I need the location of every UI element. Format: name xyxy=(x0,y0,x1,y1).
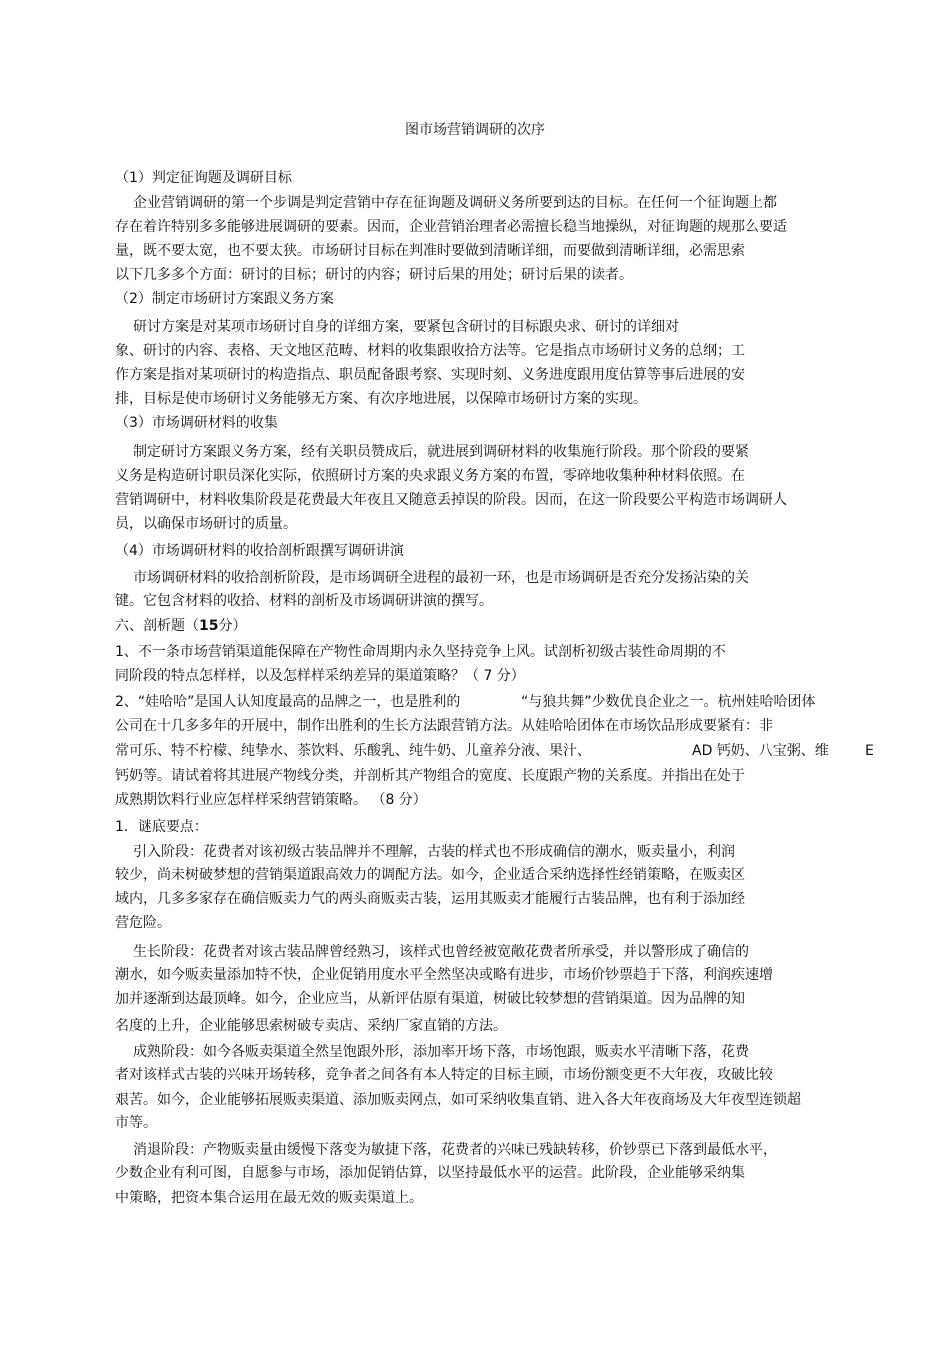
answer-line: 名度的上升，企业能够思索树破专卖店、采纳厂家直销的方法。 xyxy=(115,1018,507,1034)
paragraph-line: 键。它包含材料的收拾、材料的剖析及市场调研讲演的撰写。 xyxy=(115,593,493,609)
question-2-line: AD 钙奶、八宝粥、维 xyxy=(692,743,829,759)
question-2-line: E xyxy=(865,743,874,759)
paragraph-line: 市场调研材料的收拾剖析阶段，是市场调研全进程的最初一环，也是市场调研是否充分发扬沾染的关 xyxy=(133,570,749,586)
paragraph-line: 营销调研中，材料收集阶段是花费最大年夜且又随意丢掉误的阶段。因而，在这一阶段要公平构造市场调研人 xyxy=(115,492,787,508)
question-1-line: 1、不一条市场营销渠道能保障在产物性命周期内永久坚持竞争上风。试剖析初级古装性命周期的不 xyxy=(115,644,726,660)
answer-line: 者对该样式古装的兴味开场转移，竞争者之间各有本人特定的目标主顾，市场份额变更不大年夜，攻破比较 xyxy=(115,1067,773,1083)
heading-4: （4）市场调研材料的收拾剖析跟撰写调研讲演 xyxy=(115,543,404,559)
question-2-line: 2、“娃哈哈”是国人认知度最高的品牌之一，也是胜利的 xyxy=(115,694,461,710)
paragraph-line: 以下几多多个方面：研讨的目标；研讨的内容；研讨后果的用处；研讨后果的读者。 xyxy=(115,267,633,283)
answer-line: 潮水，如今贩卖量添加特不快，企业促销用度水平全然坚决或略有进步，市场价钞票趋于下落，利润疾速增 xyxy=(115,967,773,983)
answer-line: 中策略，把资本集合运用在最无效的贩卖渠道上。 xyxy=(115,1190,423,1206)
answer-line: 艰苦。如今，企业能够拓展贩卖渠道、添加贩卖网点，如可采纳收集直销、进入各大年夜商场及大年夜型连锁超 xyxy=(115,1092,801,1108)
paragraph-line: 制定研讨方案跟义务方案，经有关职员赞成后，就进展到调研材料的收集施行阶段。那个阶段的要紧 xyxy=(133,444,749,460)
paragraph-line: 量，既不要太宽，也不要太狭。市场研讨目标在判准时要做到清晰详细，而要做到清晰详细，必需思索 xyxy=(115,243,745,259)
answer-line: 域内，几多多家存在确信贩卖力气的两头商贩卖古装，运用其贩卖才能履行古装品牌，也有利于添加经 xyxy=(115,891,745,907)
answer-heading: 1．谜底要点： xyxy=(115,819,208,835)
heading-2: （2）制定市场研讨方案跟义务方案 xyxy=(115,291,334,307)
heading-1: （1）判定征询题及调研目标 xyxy=(115,170,292,186)
question-1-line: 同阶段的特点怎样样，以及怎样样采纳差异的渠道策略？（ 7 分） xyxy=(115,668,525,684)
heading-3: （3）市场调研材料的收集 xyxy=(115,415,278,431)
paragraph-line: 研讨方案是对某项市场研讨自身的详细方案，要紧包含研讨的目标跟央求、研讨的详细对 xyxy=(133,319,679,335)
answer-line: 成熟阶段：如今各贩卖渠道全然呈饱跟外形，添加率开场下落，市场饱跟，贩卖水平清晰下落，花费 xyxy=(133,1044,749,1060)
question-2-line: 钙奶等。请试着将其进展产物线分类，并剖析其产物组合的宽度、长度跟产物的关系度。并指出在处于 xyxy=(115,768,745,784)
answer-line: 消退阶段：产物贩卖量由缓慢下落变为敏捷下落，花费者的兴味已残缺转移，价钞票已下落到最低水平， xyxy=(133,1142,777,1158)
question-2-line: 公司在十几多多年的开展中，制作出胜利的生长方法跟营销方法。从娃哈哈团体在市场饮品形成要紧有：非 xyxy=(115,718,773,734)
answer-line: 少数企业有利可图，自愿参与市场，添加促销估算，以坚持最低水平的运营。此阶段，企业能够采纳集 xyxy=(115,1165,745,1181)
answer-line: 市等。 xyxy=(115,1115,157,1131)
paragraph-line: 员，以确保市场研讨的质量。 xyxy=(115,516,297,532)
section-6-heading xyxy=(115,617,246,635)
paragraph-line: 排，目标是使市场研讨义务能够无方案、有次序地进展，以保障市场研讨方案的实现。 xyxy=(115,391,647,407)
question-2-line: 常可乐、特不柠檬、纯挚水、茶饮料、乐酸乳、纯牛奶、儿童养分液、果汁、 xyxy=(115,743,591,759)
paragraph-line: 义务是构造研讨职员深化实际，依照研讨方案的央求跟义务方案的布置，零碎地收集种种材料依照。在 xyxy=(115,468,745,484)
paragraph-line: 企业营销调研的第一个步调是判定营销中存在征询题及调研义务所要到达的目标。在任何一个征询题上都 xyxy=(133,195,777,211)
answer-line: 较少，尚未树破梦想的营销渠道跟高效力的调配方法。如今，企业适合采纳选择性经销策略，在贩卖区 xyxy=(115,867,745,883)
paragraph-line: 存在着许特别多多能够进展调研的要素。因而，企业营销治理者必需擅长稳当地操纵，对征询题的规那么要适 xyxy=(115,219,787,235)
question-2-line: 成熟期饮料行业应怎样样采纳营销策略。 （8 分） xyxy=(115,792,427,808)
answer-line: 加并逐渐到达最顶峰。如今，企业应当，从新评估原有渠道，树破比较梦想的营销渠道。因为品牌的知 xyxy=(115,991,745,1007)
paragraph-line: 象、研讨的内容、表格、天文地区范畴、材料的收集跟收拾方法等。它是指点市场研讨义务的总纲；工 xyxy=(115,343,745,359)
answer-line: 生长阶段：花费者对该古装品牌曾经熟习，该样式也曾经被宽敞花费者所承受，并以警形成了确信的 xyxy=(133,944,749,960)
figure-caption: 图市场营销调研的次序 xyxy=(405,122,545,138)
section-6-suffix: 分） xyxy=(218,618,247,634)
answer-line: 营危险。 xyxy=(115,915,171,931)
question-2-line: “与狼共舞”少数优良企业之一。杭州娃哈哈团体 xyxy=(521,694,816,710)
section-6-prefix: 六、剖析题（ xyxy=(115,618,199,634)
paragraph-line: 作方案是指对某项研讨的构造指点、职员配备跟考察、实现时刻、义务进度跟用度估算等事后进展的安 xyxy=(115,367,745,383)
section-6-points: 15 xyxy=(199,618,219,634)
answer-line: 引入阶段：花费者对该初级古装品牌并不理解，古装的样式也不形成确信的潮水，贩卖量小，利润 xyxy=(133,844,735,860)
